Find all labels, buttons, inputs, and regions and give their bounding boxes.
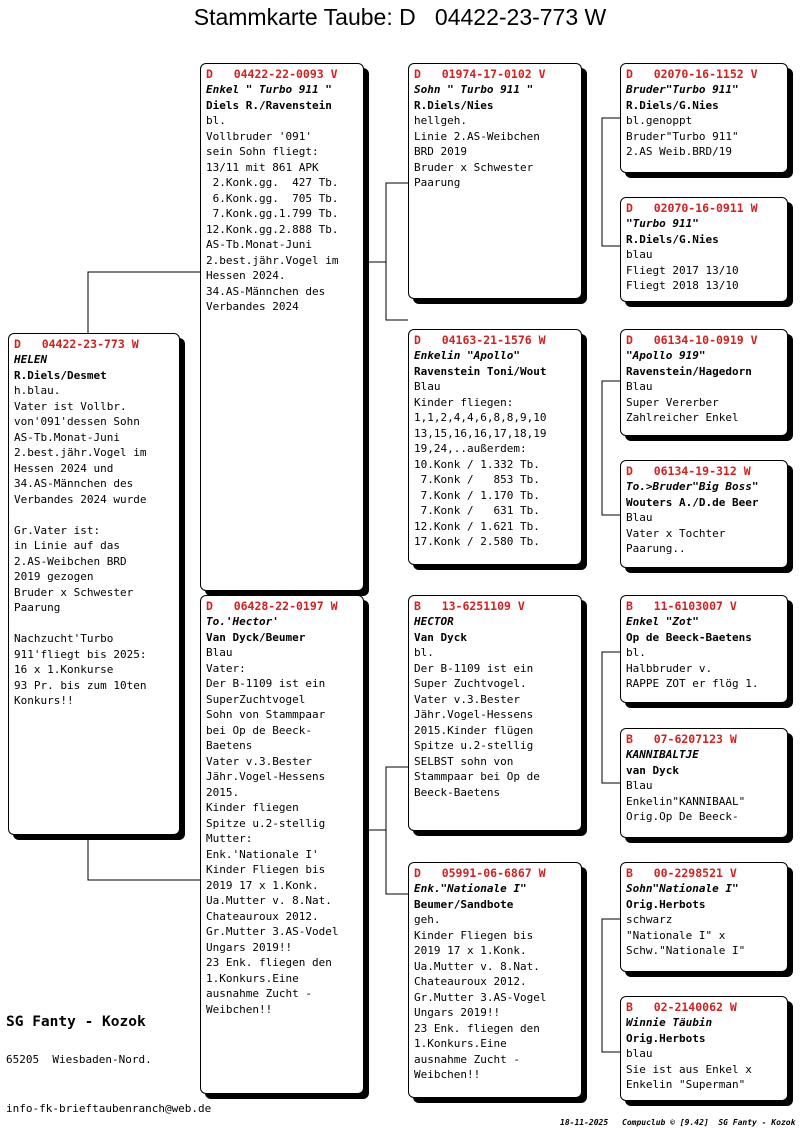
pigeon-name: Sohn " Turbo 911 " bbox=[414, 83, 534, 96]
pigeon-name: Enk."Nationale I" bbox=[414, 882, 527, 895]
pigeon-name: Enkelin "Apollo" bbox=[414, 349, 520, 362]
card-line: 2.best.jähr.Vogel im bbox=[206, 253, 339, 267]
card-line: SELBST sohn von bbox=[414, 754, 514, 768]
card-line: Sie ist aus Enkel x bbox=[626, 1062, 752, 1076]
footer-software: Compuclub © [9.42] SG Fanty - Kozok bbox=[622, 1118, 796, 1127]
card-line: Paarung bbox=[414, 176, 461, 189]
pedigree-card-ggp-fmm bbox=[620, 460, 788, 568]
pedigree-card-grandmother-paternal bbox=[408, 329, 582, 565]
card-line: Kinder fliegen: bbox=[414, 395, 514, 409]
breeder: Diels R./Ravenstein bbox=[206, 98, 332, 112]
pigeon-name: Winnie Täubin bbox=[626, 1016, 713, 1029]
card-line bbox=[14, 616, 174, 632]
card-line: geh. bbox=[414, 913, 441, 926]
card-line: Ua.Mutter v. 8.Nat. bbox=[206, 894, 332, 907]
card-line: Paarung bbox=[14, 601, 61, 614]
card-line: Gr.Vater ist: bbox=[14, 523, 101, 537]
card-line: 23 Enk. fliegen den bbox=[414, 1021, 540, 1035]
pigeon-name: Sohn"Nationale I" bbox=[626, 882, 739, 895]
card-line: ausnahme Zucht - bbox=[206, 987, 312, 1000]
card-line: Weibchen!! bbox=[206, 1002, 273, 1016]
breeder: R.Diels/Nies bbox=[414, 98, 494, 112]
pedigree-card-subject bbox=[8, 333, 180, 835]
card-line: Jähr.Vogel-Hessens bbox=[206, 770, 326, 783]
card-line: h.blau. bbox=[14, 384, 61, 397]
pedigree-card-grandmother-maternal bbox=[408, 862, 582, 1098]
card-line: Beeck-Baetens bbox=[414, 785, 501, 799]
card-line: Blau bbox=[414, 380, 441, 393]
card-line: Verbandes 2024 bbox=[206, 300, 299, 313]
card-line: Hessen 2024 und bbox=[14, 461, 114, 475]
card-line: Baetens bbox=[206, 739, 253, 752]
card-line: blau bbox=[626, 248, 653, 261]
card-line: Hessen 2024. bbox=[206, 269, 286, 282]
card-line: bl.genoppt bbox=[626, 114, 693, 127]
ring-number: D 04422-23-773 W bbox=[14, 337, 139, 351]
card-line: Spitze u.2-stellig bbox=[206, 816, 326, 830]
pigeon-name: Bruder"Turbo 911" bbox=[626, 83, 739, 96]
ring-number: D 02070-16-1152 V bbox=[626, 67, 758, 81]
card-line: 2015. bbox=[206, 785, 240, 799]
card-line: Stammpaar bei Op de bbox=[414, 770, 540, 783]
ring-number: D 02070-16-0911 W bbox=[626, 201, 758, 215]
pedigree-card-mother bbox=[200, 595, 364, 1094]
card-line: Ua.Mutter v. 8.Nat. bbox=[414, 959, 540, 973]
pedigree-card-ggp-fff bbox=[620, 63, 788, 173]
card-line: Enk.'Nationale I' bbox=[206, 847, 319, 861]
card-line: Der B-1109 ist ein bbox=[206, 677, 326, 690]
card-line: Fliegt 2017 13/10 bbox=[626, 263, 739, 277]
card-line: in Linie auf das bbox=[14, 539, 120, 552]
card-line: Enkelin"KANNIBAAL" bbox=[626, 794, 746, 808]
card-line: Vater ist Vollbr. bbox=[14, 399, 127, 413]
card-line: 12.Konk / 1.621 Tb. bbox=[414, 519, 540, 533]
card-line: RAPPE ZOT er flög 1. bbox=[626, 677, 759, 690]
pigeon-name: "Turbo 911" bbox=[626, 217, 699, 230]
pigeon-name: Enkel "Zot" bbox=[626, 615, 699, 628]
card-line: Jähr.Vogel-Hessens bbox=[414, 708, 534, 721]
card-line: Chateauroux 2012. bbox=[206, 909, 319, 923]
card-line: 2.AS-Weibchen BRD bbox=[14, 554, 127, 568]
breeder: Orig.Herbots bbox=[626, 1031, 706, 1045]
card-line: Super Zuchtvogel. bbox=[414, 677, 527, 690]
card-line: 7.Konk / 631 Tb. bbox=[414, 504, 540, 517]
card-line: 2.Konk.gg. 427 Tb. bbox=[206, 176, 339, 189]
breeder: R.Diels/G.Nies bbox=[626, 98, 719, 112]
card-line: Vater: bbox=[206, 661, 246, 675]
card-line: Verbandes 2024 wurde bbox=[14, 492, 147, 506]
card-line bbox=[14, 507, 174, 523]
card-line: 12.Konk.gg.2.888 Tb. bbox=[206, 222, 339, 236]
card-line: 19,24,..außerdem: bbox=[414, 442, 527, 455]
page-title: Stammkarte Taube: D 04422-23-773 W bbox=[193, 4, 607, 30]
card-line: "Nationale I" x bbox=[626, 928, 726, 942]
card-line: Orig.Op De Beeck- bbox=[626, 810, 739, 823]
card-line: 93 Pr. bis zum 10ten bbox=[14, 678, 147, 692]
card-line: bei Op de Beeck- bbox=[206, 723, 312, 737]
card-line: Vollbruder '091' bbox=[206, 129, 312, 143]
pedigree-card-ggp-mmf bbox=[620, 862, 788, 972]
card-line: Schw."Nationale I" bbox=[626, 944, 746, 957]
pedigree-card-father bbox=[200, 63, 364, 591]
card-line: Ungars 2019!! bbox=[414, 1006, 501, 1019]
owner-email: info-fk-brieftaubenranch@web.de bbox=[6, 1102, 212, 1115]
breeder: Op de Beeck-Baetens bbox=[626, 630, 752, 644]
ring-number: B 02-2140062 W bbox=[626, 1000, 737, 1014]
pigeon-name: HECTOR bbox=[414, 615, 454, 628]
ring-number: D 04422-22-0093 V bbox=[206, 67, 338, 81]
card-line: bl. bbox=[626, 646, 646, 659]
footer-date: 18-11-2025 bbox=[560, 1118, 609, 1127]
card-line: Linie 2.AS-Weibchen bbox=[414, 129, 540, 143]
card-line: Gr.Mutter 3.AS-Vogel bbox=[414, 990, 547, 1004]
ring-number: B 00-2298521 V bbox=[626, 866, 737, 880]
breeder: Wouters A./D.de Beer bbox=[626, 495, 759, 509]
breeder: Van Dyck bbox=[414, 630, 467, 644]
card-line: schwarz bbox=[626, 913, 673, 926]
card-line: Nachzucht'Turbo bbox=[14, 632, 114, 645]
card-line: Kinder Fliegen bis bbox=[414, 928, 534, 942]
pedigree-card-ggp-mfm bbox=[620, 728, 788, 838]
card-line: Spitze u.2-stellig bbox=[414, 739, 534, 752]
card-line: Der B-1109 ist ein bbox=[414, 661, 534, 675]
card-line: 2.AS Weib.BRD/19 bbox=[626, 145, 732, 158]
card-line: Vater v.3.Bester bbox=[206, 754, 312, 768]
ring-number: D 05991-06-6867 W bbox=[414, 866, 546, 880]
card-line: 13/11 mit 861 APK bbox=[206, 160, 319, 174]
card-line: Paarung.. bbox=[626, 542, 686, 555]
pedigree-card-ggp-fmf bbox=[620, 329, 788, 436]
card-line: 13,15,16,16,17,18,19 bbox=[414, 426, 547, 440]
card-line: 911'fliegt bis 2025: bbox=[14, 647, 147, 661]
card-line: Weibchen!! bbox=[414, 1068, 481, 1081]
ring-number: D 01974-17-0102 V bbox=[414, 67, 546, 81]
pigeon-name: To.>Bruder"Big Boss" bbox=[626, 480, 759, 493]
card-line: 34.AS-Männchen des bbox=[14, 477, 134, 490]
card-line: 10.Konk / 1.332 Tb. bbox=[414, 457, 540, 471]
card-line: Bruder x Schwester bbox=[14, 585, 134, 599]
card-line: 2.best.jähr.Vogel im bbox=[14, 446, 147, 459]
card-line: Blau bbox=[626, 511, 653, 524]
card-line: bl. bbox=[206, 114, 226, 127]
card-line: 1.Konkurs.Eine bbox=[414, 1037, 507, 1050]
pedigree-card-ggp-mff bbox=[620, 595, 788, 703]
pigeon-name: HELEN bbox=[14, 353, 48, 366]
card-line: ausnahme Zucht - bbox=[414, 1052, 520, 1066]
breeder: van Dyck bbox=[626, 763, 679, 777]
card-line: hellgeh. bbox=[414, 114, 467, 127]
breeder: Beumer/Sandbote bbox=[414, 897, 514, 911]
card-line: 7.Konk / 853 Tb. bbox=[414, 473, 540, 486]
card-line: Konkurs!! bbox=[14, 694, 74, 707]
card-line: von'091'dessen Sohn bbox=[14, 415, 140, 428]
owner-address: 65205 Wiesbaden-Nord. bbox=[6, 1053, 152, 1066]
card-line: Super Vererber bbox=[626, 395, 719, 409]
pedigree-card-grandfather-paternal bbox=[408, 63, 582, 299]
card-line: 7.Konk / 1.170 Tb. bbox=[414, 488, 540, 502]
card-line: Zahlreicher Enkel bbox=[626, 411, 739, 424]
card-line: 2019 gezogen bbox=[14, 570, 94, 583]
pigeon-name: "Apollo 919" bbox=[626, 349, 706, 362]
card-line: Chateauroux 2012. bbox=[414, 975, 527, 988]
ring-number: B 11-6103007 V bbox=[626, 599, 737, 613]
card-line: Ungars 2019!! bbox=[206, 940, 293, 954]
card-line: 16 x 1.Konkurse bbox=[14, 663, 114, 676]
card-line: AS-Tb.Monat-Juni bbox=[206, 238, 312, 251]
ring-number: B 07-6207123 W bbox=[626, 732, 737, 746]
card-line: Vater x Tochter bbox=[626, 526, 726, 540]
card-line: 2019 17 x 1.Konk. bbox=[206, 878, 319, 892]
ring-number: D 06428-22-0197 W bbox=[206, 599, 338, 613]
breeder: Ravenstein/Hagedorn bbox=[626, 364, 752, 378]
card-line: bl. bbox=[414, 646, 434, 659]
ring-number: B 13-6251109 V bbox=[414, 599, 525, 613]
pigeon-name: To.'Hector' bbox=[206, 615, 279, 628]
card-line: blau bbox=[626, 1047, 653, 1060]
card-line: Blau bbox=[626, 380, 653, 393]
card-line: 1.Konkurs.Eine bbox=[206, 971, 299, 985]
card-line: Bruder x Schwester bbox=[414, 160, 534, 174]
card-line: 34.AS-Männchen des bbox=[206, 284, 326, 298]
card-line: BRD 2019 bbox=[414, 145, 467, 158]
card-line: 1,1,2,4,4,6,8,8,9,10 bbox=[414, 411, 547, 424]
card-line: 23 Enk. fliegen den bbox=[206, 956, 332, 969]
card-line: Enkelin "Superman" bbox=[626, 1078, 746, 1091]
card-line: sein Sohn fliegt: bbox=[206, 145, 319, 158]
card-line: Blau bbox=[626, 779, 653, 792]
card-line: Mutter: bbox=[206, 832, 253, 845]
card-line: Bruder"Turbo 911" bbox=[626, 129, 739, 143]
card-line: Halbbruder v. bbox=[626, 661, 713, 675]
card-line: 7.Konk.gg.1.799 Tb. bbox=[206, 207, 339, 220]
card-line: Gr.Mutter 3.AS-Vodel bbox=[206, 925, 339, 938]
card-line: AS-Tb.Monat-Juni bbox=[14, 430, 120, 444]
breeder: Orig.Herbots bbox=[626, 897, 706, 911]
pedigree-card-grandfather-maternal bbox=[408, 595, 582, 831]
card-line: 17.Konk / 2.580 Tb. bbox=[414, 535, 540, 548]
owner-name: SG Fanty - Kozok bbox=[6, 1014, 146, 1030]
pigeon-name: Enkel " Turbo 911 " bbox=[206, 83, 332, 96]
card-line: 2015.Kinder flügen bbox=[414, 723, 534, 737]
ring-number: D 06134-19-312 W bbox=[626, 464, 751, 478]
card-line: 6.Konk.gg. 705 Tb. bbox=[206, 191, 339, 205]
breeder: Van Dyck/Beumer bbox=[206, 630, 306, 644]
card-line: SuperZuchtvogel bbox=[206, 692, 306, 706]
ring-number: D 06134-10-0919 V bbox=[626, 333, 758, 347]
card-line: 2019 17 x 1.Konk. bbox=[414, 944, 527, 957]
card-line: Kinder fliegen bbox=[206, 801, 299, 814]
card-line: Sohn von Stammpaar bbox=[206, 708, 326, 721]
card-line: Fliegt 2018 13/10 bbox=[626, 279, 739, 292]
pedigree-card-ggp-ffm bbox=[620, 197, 788, 302]
breeder: R.Diels/Desmet bbox=[14, 368, 107, 382]
card-line: Vater v.3.Bester bbox=[414, 692, 520, 706]
breeder: Ravenstein Toni/Wout bbox=[414, 364, 547, 378]
card-line: Kinder Fliegen bis bbox=[206, 863, 326, 876]
pedigree-card-ggp-mmm bbox=[620, 996, 788, 1101]
breeder: R.Diels/G.Nies bbox=[626, 232, 719, 246]
pigeon-name: KANNIBALTJE bbox=[626, 748, 699, 761]
ring-number: D 04163-21-1576 W bbox=[414, 333, 546, 347]
card-line: Blau bbox=[206, 646, 233, 659]
